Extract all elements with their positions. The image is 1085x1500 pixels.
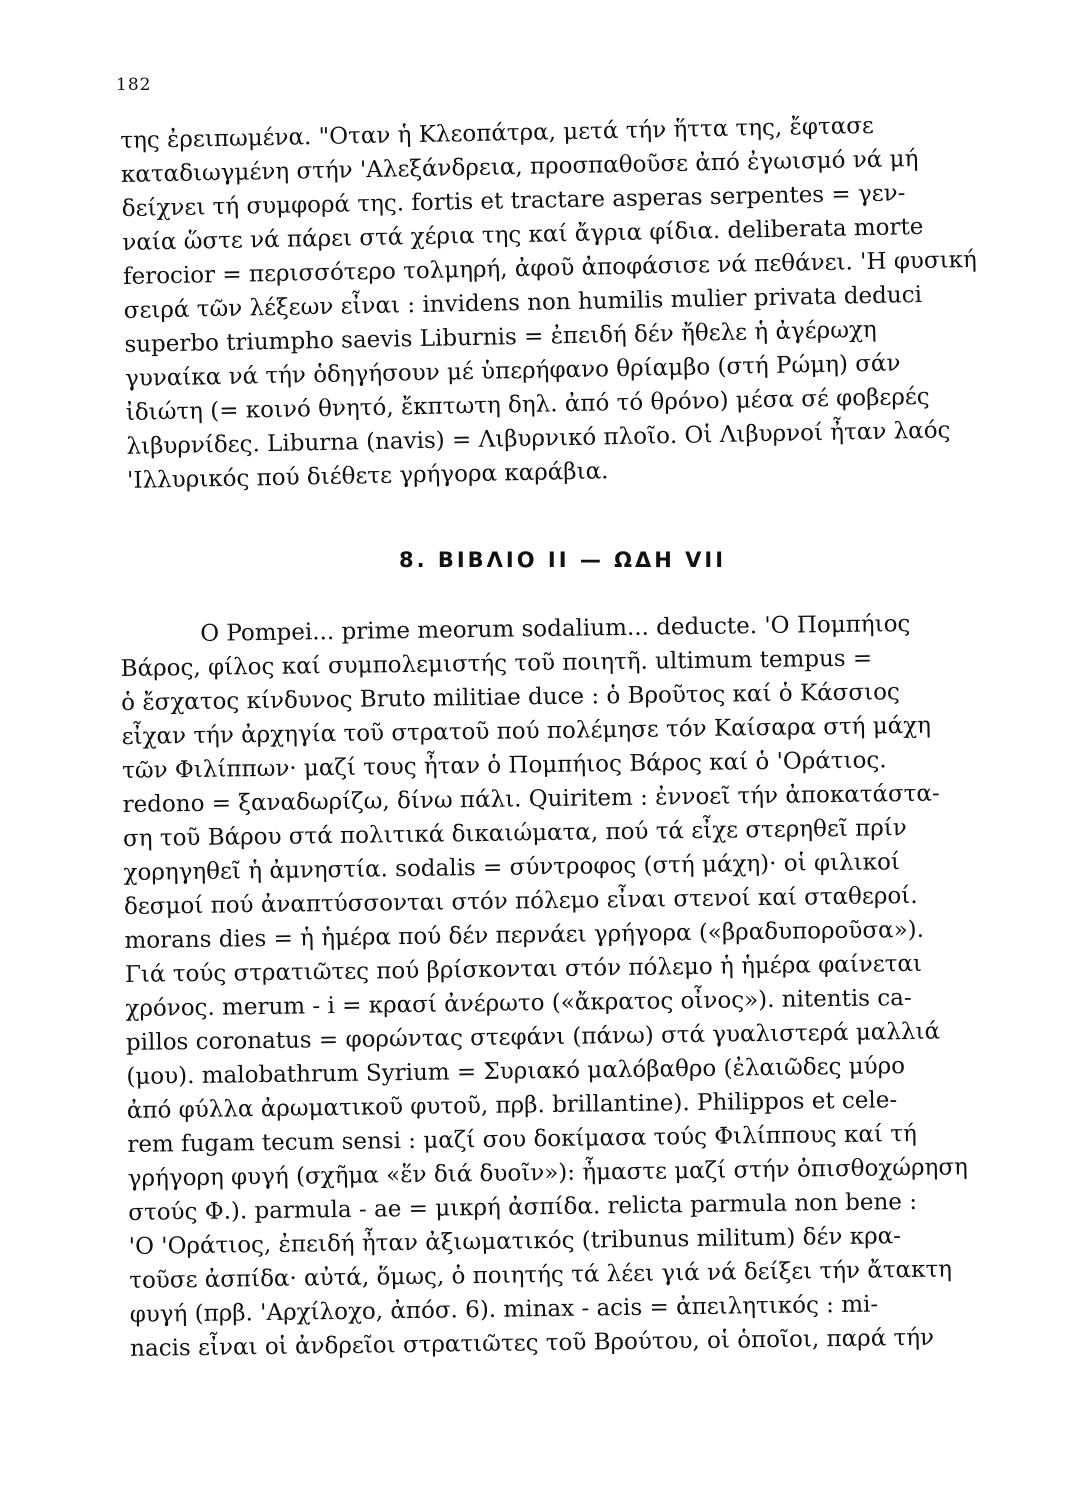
text-line: redono = ξαναδωρίζω, δίνω πάλι. Quiritem : ἐννοεῖ τήν ἀποκατάστα- bbox=[122, 780, 940, 818]
commentary-paragraph-2 bbox=[120, 606, 1018, 1366]
section-heading: 8. ΒΙΒΛΙΟ II — ΩΔΗ VII bbox=[398, 548, 727, 572]
text-line: (μου). malobathrum Syrium = Συριακό μαλόβαθρο (ἐλαιῶδες μύρο bbox=[126, 1053, 906, 1090]
text-line: rem fugam tecum sensi : μαζί σου δοκίμασα τούς Φιλίππους καί τή bbox=[127, 1120, 917, 1158]
text-line: καταδιωγμένη στήν 'Αλεξάνδρεια, προσπαθοῦσε ἀπό ἐγωισμό νά μή bbox=[120, 145, 919, 188]
text-line: nacis εἶναι οἱ ἀνδρεῖοι στρατιῶτες τοῦ Βρούτου, οἱ ὁποῖοι, παρά τήν bbox=[130, 1324, 935, 1362]
text-line: morans dies = ἡ ἡμέρα πού δέν περνάει γρήγορα («βραδυποροῦσα»). bbox=[124, 916, 925, 954]
text-line: δεσμοί πού ἀναπτύσσονται στόν πόλεμο εἶναι στενοί καί σταθεροί. bbox=[123, 882, 918, 920]
text-line: τοῦσε ἀσπίδα· αὐτά, ὅμως, ὁ ποιητής τά λέει γιά νά δείξει τήν ἄτακτη bbox=[129, 1256, 953, 1294]
text-line: φυγή (πρβ. 'Αρχίλοχο, ἀπόσ. 6). minax - acis = ἀπειλητικός : mi- bbox=[129, 1291, 879, 1328]
text-line: superbo triumpho saevis Liburnis = ἐπειδή δέν ἤθελε ἡ ἀγέρωχη bbox=[124, 316, 877, 358]
text-line: της ἐρειπωμένα. "Οταν ἡ Κλεοπάτρα, μετά τήν ἥττα της, ἔφτασε bbox=[120, 112, 875, 154]
text-line: pillos coronatus = φορώντας στεφάνι (πάνω) στά γυαλιστερά μαλλιά bbox=[125, 1018, 941, 1056]
text-line: ναία ὥστε νά πάρει στά χέρια της καί ἄγρια φίδια. deliberata morte bbox=[122, 213, 924, 256]
text-line: στούς Φ.). parmula - ae = μικρή ἀσπίδα. relicta parmula non bene : bbox=[128, 1188, 918, 1226]
text-line: τῶν Φιλίππων· μαζί τους ἦταν ὁ Πομπήιος Βάρος καί ὁ 'Οράτιος. bbox=[121, 747, 887, 784]
text-line: χρόνος. merum - i = κρασί ἀνέρωτο («ἄκρατος οἶνος»). nitentis ca- bbox=[125, 984, 912, 1022]
text-line: ση τοῦ Βάρου στά πολιτικά δικαιώματα, πού τά εἶχε στερηθεῖ πρίν bbox=[122, 815, 907, 852]
text-line: σειρά τῶν λέξεων εἶναι : invidens non humilis mulier privata deduci bbox=[123, 281, 923, 324]
text-line: εἶχαν τήν ἀρχηγία τοῦ στρατοῦ πού πολέμησε τόν Καίσαρα στή μάχη bbox=[121, 712, 932, 750]
text-line: Γιά τούς στρατιῶτες πού βρίσκονται στόν πόλεμο ἡ ἡμέρα φαίνεται bbox=[124, 950, 923, 988]
commentary-paragraph-1 bbox=[120, 106, 1015, 498]
text-line: ἀπό φύλλα ἀρωματικοῦ φυτοῦ, πρβ. brillantine). Philippos et cele- bbox=[126, 1087, 898, 1124]
text-line: 'Ο 'Οράτιος, ἐπειδή ἦταν ἀξιωματικός (tribunus militum) δέν κρα- bbox=[128, 1223, 902, 1260]
text-line: γρήγορη φυγή (σχῆμα «ἕν διά δυοῖν»): ἦμαστε μαζί στήν ὀπισθοχώρηση bbox=[127, 1154, 969, 1192]
text-line: δείχνει τή συμφορά της. fortis et tractare asperas serpentes = γεν- bbox=[121, 180, 906, 222]
text-line: O Pompei... prime meorum sodalium... deducte. 'Ο Πομπήιος bbox=[200, 610, 911, 647]
page-number: 182 bbox=[116, 75, 152, 95]
text-line: γυναίκα νά τήν ὁδηγήσουν μέ ὑπερήφανο θρίαμβο (στή Ρώμη) σάν bbox=[124, 350, 901, 392]
text-line: 'Ιλλυρικός πού διέθετε γρήγορα καράβια. bbox=[126, 458, 609, 494]
text-line: ἰδιώτη (= κοινό θνητό, ἔκπτωτη δηλ. ἀπό τό θρόνο) μέσα σέ φοβερές bbox=[125, 383, 930, 426]
text-line: ferocior = περισσότερο τολμηρή, ἀφοῦ ἀποφάσισε νά πεθάνει. 'Η φυσική bbox=[122, 246, 978, 290]
text-line: λιβυρνίδες. Liburna (navis) = Λιβυρνικό πλοῖο. Οἱ Λιβυρνοί ἦταν λαός bbox=[126, 417, 951, 460]
text-line: ὁ ἔσχατος κίνδυνος Bruto militiae duce : ὁ Βροῦτος καί ὁ Κάσσιος bbox=[121, 679, 901, 716]
text-line: Βάρος, φίλος καί συμπολεμιστής τοῦ ποιητῆ. ultimum tempus = bbox=[120, 645, 873, 682]
text-line: χορηγηθεῖ ἡ ἀμνηστία. sodalis = σύντροφος (στή μάχη)· οἱ φιλικοί bbox=[123, 849, 901, 886]
